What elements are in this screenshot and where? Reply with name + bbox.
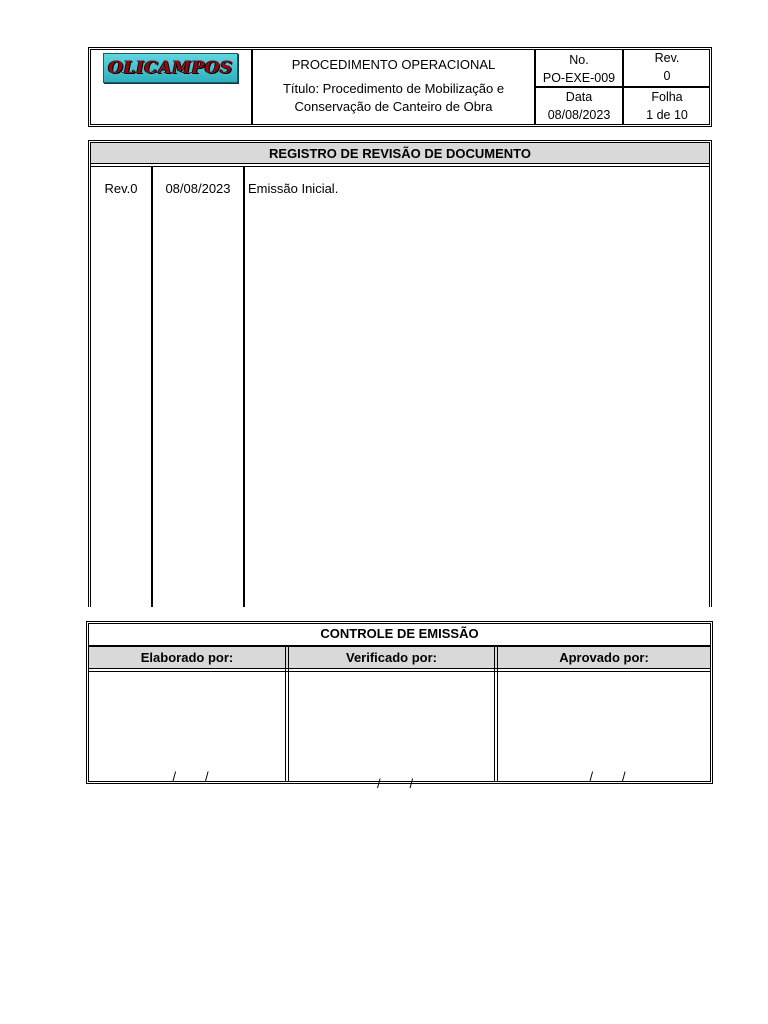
logo-text: OLICAMPOS bbox=[108, 58, 233, 78]
revision-column-divider bbox=[151, 167, 153, 607]
emission-control-title-text: CONTROLE DE EMISSÃO bbox=[320, 626, 479, 641]
doc-number-cell bbox=[536, 51, 622, 86]
doc-type-label: PROCEDIMENTO OPERACIONAL bbox=[291, 57, 496, 72]
emission-control-title bbox=[89, 624, 710, 644]
emission-header-rule bbox=[89, 668, 710, 672]
title-line-1: Título: Procedimento de Mobilização e bbox=[282, 81, 505, 96]
date-label: Data bbox=[565, 90, 593, 104]
revision-cell bbox=[624, 49, 710, 84]
approved-by-header: Aprovado por: bbox=[559, 650, 649, 665]
revision-column-divider bbox=[243, 167, 245, 607]
title-line-2: Conservação de Canteiro de Obra bbox=[294, 99, 493, 114]
verified-by-header: Verificado por: bbox=[345, 650, 438, 665]
date-value: 08/08/2023 bbox=[547, 108, 611, 122]
revision-register-title bbox=[91, 143, 709, 164]
doc-number-label: No. bbox=[569, 52, 589, 67]
revision-row-rev: Rev.0 bbox=[104, 181, 138, 196]
company-logo bbox=[103, 53, 238, 83]
revision-register-title-text: REGISTRO DE REVISÃO DE DOCUMENTO bbox=[269, 145, 531, 161]
doc-number-value: PO-EXE-009 bbox=[542, 70, 616, 85]
approved-by-date: / / bbox=[589, 769, 626, 784]
sheet-cell bbox=[624, 88, 710, 124]
sheet-value: 1 de 10 bbox=[646, 108, 688, 122]
revision-row-date: 08/08/2023 bbox=[165, 181, 231, 196]
prepared-by-date: / / bbox=[172, 769, 209, 784]
revision-register-title-rule bbox=[91, 163, 709, 167]
date-cell bbox=[536, 88, 622, 124]
revision-register bbox=[88, 140, 712, 607]
document-type bbox=[253, 55, 534, 75]
revision-value: 0 bbox=[663, 68, 671, 83]
sheet-label: Folha bbox=[651, 90, 683, 104]
prepared-by-header: Elaborado por: bbox=[140, 650, 234, 665]
revision-label: Rev. bbox=[654, 50, 680, 65]
verified-by-date: / / bbox=[377, 776, 414, 791]
document-title bbox=[253, 79, 534, 117]
revision-row-description: Emissão Inicial. bbox=[248, 181, 339, 196]
